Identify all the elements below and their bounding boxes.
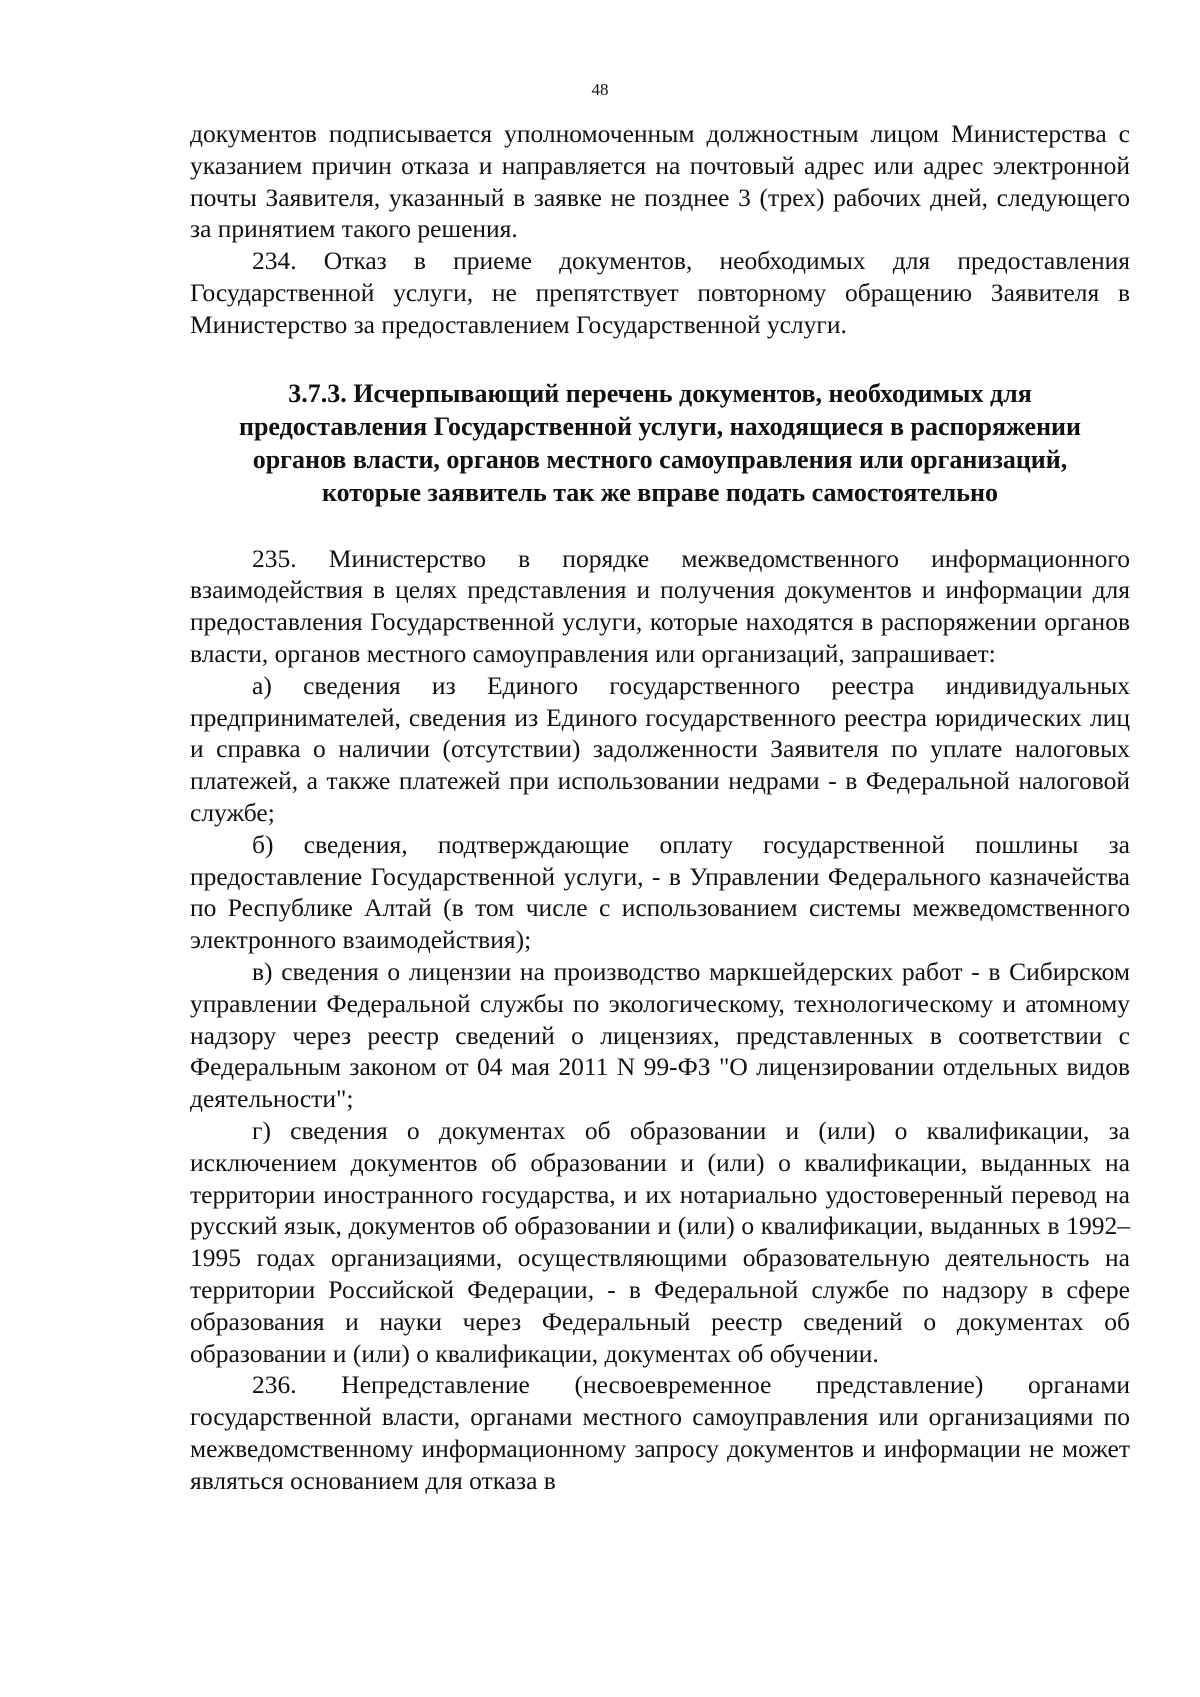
paragraph-234: 234. Отказ в приеме документов, необходимых для предоставления Государственной услуги, не препятствует повторному обращению Заявителя в Министерство за предоставлением Государственной услуги. [190, 246, 1130, 339]
paragraph-236: 236. Непредставление (несвоевременное представление) органами государственной власти, органами местного самоуправления или организациями по межведомственному информационному запросу документов и информации не может являться основанием для отказа в [190, 1370, 1130, 1495]
section-heading-line: 3.7.3. Исчерпывающий перечень документов, необходимых для [288, 378, 1032, 408]
section-heading-line: которые заявитель так же вправе подать самостоятельно [321, 477, 998, 507]
document-body [190, 118, 1130, 1496]
section-heading [190, 341, 1130, 543]
page-number: 48 [591, 80, 609, 99]
list-item-b: б) сведения, подтверждающие оплату государственной пошлины за предоставление Государственной услуги, - в Управлении Федерального казначейства по Республике Алтай (в том числе с использованием системы межведомственного электронного взаимодействия); [190, 829, 1130, 955]
list-item-a: а) сведения из Единого государственного реестра индивидуальных предпринимателей, сведения из Единого государственного реестра юридических лиц и справка о наличии (отсутствии) задолженности Заявителя по уплате налоговых платежей, а также платежей при использовании недрами - в Федеральной налоговой службе; [190, 670, 1130, 827]
paragraph-235: 235. Министерство в порядке межведомственного информационного взаимодействия в целях представления и получения документов и информации для предоставления Государственной услуги, которые находятся в распоряжении органов власти, органов местного самоуправления или организаций, запрашивает: [190, 543, 1130, 668]
list-item-v: в) сведения о лицензии на производство маркшейдерских работ - в Сибирском управлении Федеральной службы по экологическому, технологическому и атомному надзору через реестр сведений о лицензиях, представленных в соответствии с Федеральным законом от 04 мая 2011 N 99-ФЗ "О лицензировании отдельных видов деятельности"; [190, 956, 1130, 1114]
paragraph-continuation: документов подписывается уполномоченным должностным лицом Министерства с указанием причин отказа и направляется на почтовый адрес или адрес электронной почты Заявителя, указанный в заявке не позднее 3 (трех) рабочих дней, следующего за принятием такого решения. [190, 119, 1130, 244]
list-item-g: г) сведения о документах об образовании и (или) о квалификации, за исключением документов об образовании и (или) о квалификации, выданных на территории иностранного государства, и их нотариально удостоверенный перевод на русский язык, документов об образовании и (или) о квалификации, выданных в 1992–1995 годах организациями, осуществляющими образовательную деятельность на территории Российской Федерации, - в Федеральной службе по надзору в сфере образования и науки через Федеральный реестр сведений о документах об образовании и (или) о квалификации, документах об обучении. [190, 1115, 1130, 1368]
section-heading-line: предоставления Государственной услуги, находящиеся в распоряжении [238, 411, 1082, 441]
section-heading-line: органов власти, органов местного самоуправления или организаций, [252, 444, 1068, 474]
